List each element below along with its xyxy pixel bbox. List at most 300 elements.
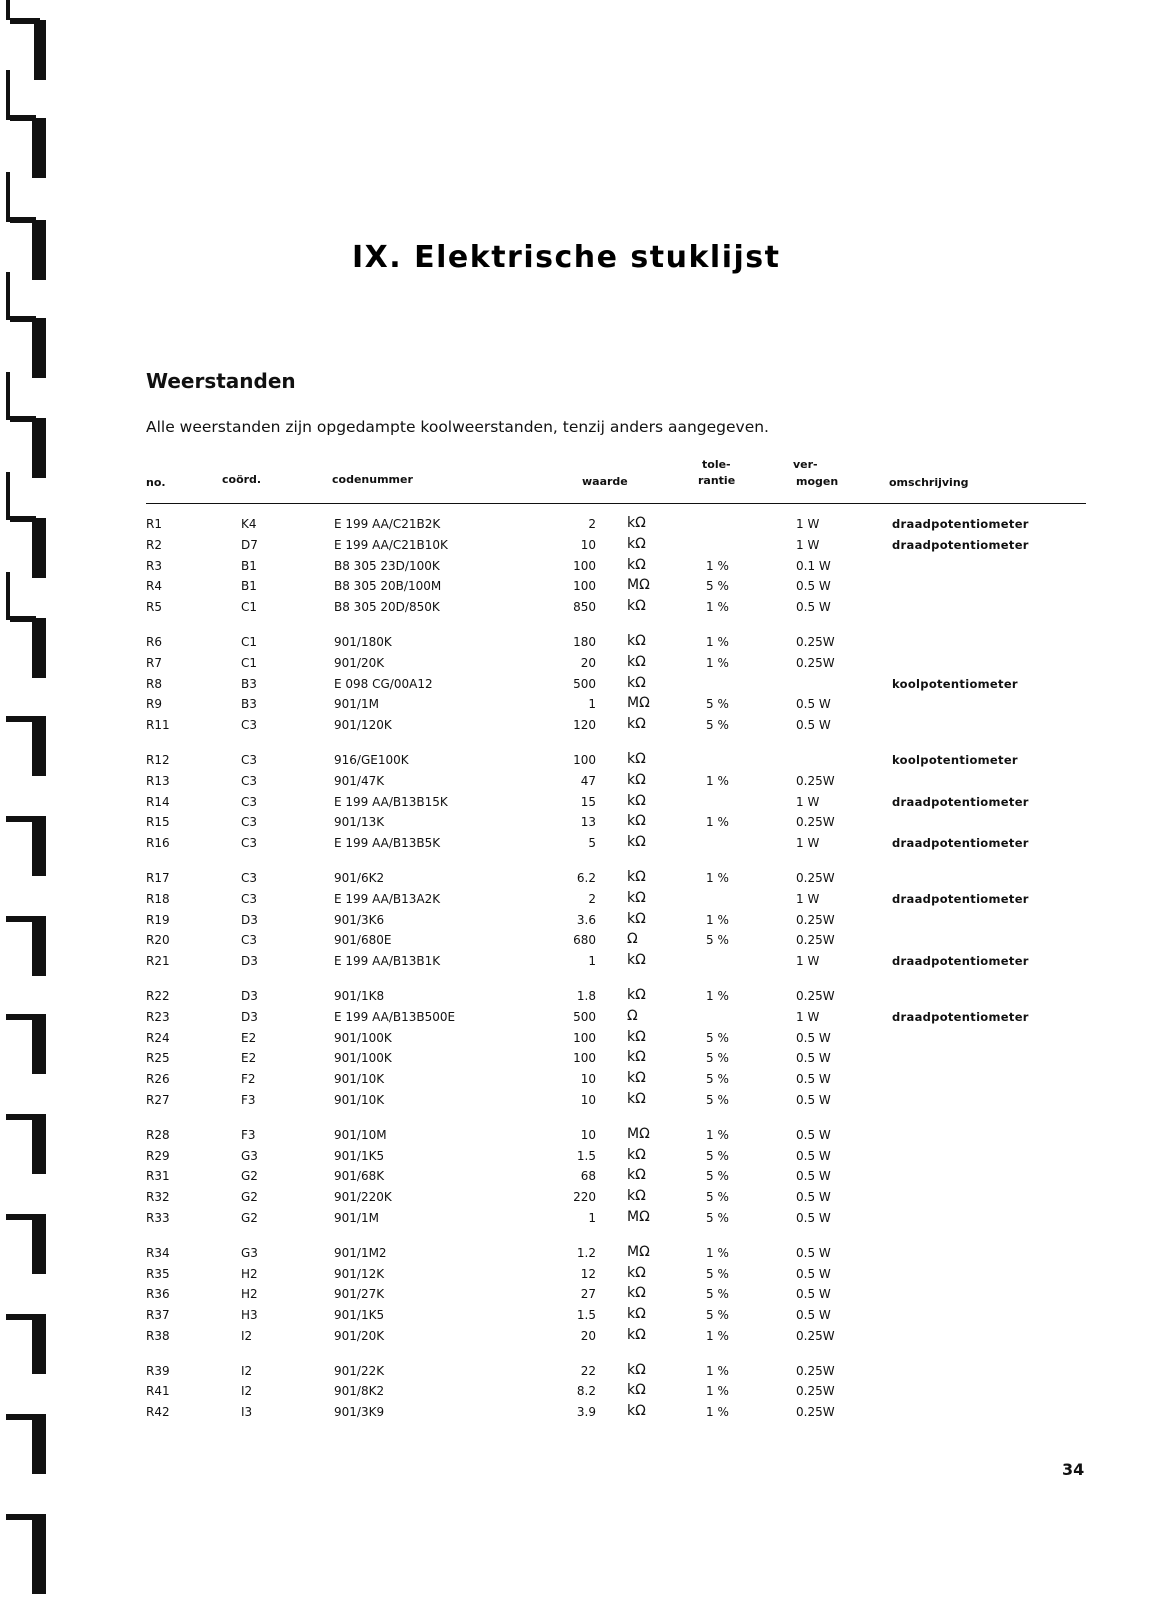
cell-value: 500 bbox=[573, 676, 596, 691]
cell-no: R5 bbox=[146, 600, 162, 615]
cell-coord: I2 bbox=[241, 1384, 253, 1399]
cell-value: 10 bbox=[580, 537, 596, 552]
cell-unit: kΩ bbox=[627, 1188, 646, 1205]
cell-unit: kΩ bbox=[627, 674, 646, 691]
header-no: no. bbox=[146, 476, 166, 489]
cell-unit: kΩ bbox=[627, 771, 646, 788]
cell-code: 901/1K5 bbox=[334, 1148, 385, 1163]
cell-coord: C3 bbox=[241, 752, 258, 767]
cell-coord: C3 bbox=[241, 891, 258, 906]
cell-value: 15 bbox=[580, 794, 596, 809]
cell-no: R8 bbox=[146, 676, 162, 691]
cell-tolerance: 5 % bbox=[706, 1210, 729, 1225]
cell-code: 901/1K5 bbox=[334, 1308, 385, 1323]
cell-coord: C3 bbox=[241, 933, 258, 948]
cell-no: R37 bbox=[146, 1308, 170, 1323]
cell-code: B8 305 20D/850K bbox=[334, 600, 440, 615]
cell-unit: kΩ bbox=[627, 1049, 646, 1066]
cell-coord: C1 bbox=[241, 600, 258, 615]
cell-code: 901/10M bbox=[334, 1127, 387, 1142]
cell-tolerance: 1 % bbox=[706, 1245, 729, 1260]
header-tol-1: tole- bbox=[702, 458, 731, 471]
cell-unit: kΩ bbox=[627, 1028, 646, 1045]
cell-no: R15 bbox=[146, 815, 170, 830]
cell-power: 0.5 W bbox=[796, 718, 831, 733]
cell-power: 0.25W bbox=[796, 634, 835, 649]
cell-value: 2 bbox=[588, 891, 596, 906]
cell-tolerance: 5 % bbox=[706, 1190, 729, 1205]
cell-power: 1 W bbox=[796, 836, 820, 851]
table-row bbox=[0, 1030, 1172, 1051]
cell-tolerance: 1 % bbox=[706, 655, 729, 670]
table-row bbox=[0, 1286, 1172, 1307]
cell-coord: D3 bbox=[241, 988, 258, 1003]
cell-value: 10 bbox=[580, 1072, 596, 1087]
table-row bbox=[0, 578, 1172, 599]
cell-value: 20 bbox=[580, 655, 596, 670]
cell-power: 0.5 W bbox=[796, 1072, 831, 1087]
cell-tolerance: 1 % bbox=[706, 773, 729, 788]
cell-coord: B1 bbox=[241, 558, 257, 573]
cell-unit: kΩ bbox=[627, 986, 646, 1003]
cell-power: 1 W bbox=[796, 537, 820, 552]
cell-code: 901/27K bbox=[334, 1287, 385, 1302]
cell-coord: F3 bbox=[241, 1127, 256, 1142]
cell-unit: Ω bbox=[627, 1007, 638, 1024]
table-row bbox=[0, 814, 1172, 835]
cell-code: 901/3K9 bbox=[334, 1405, 385, 1420]
cell-power: 0.1 W bbox=[796, 558, 831, 573]
cell-coord: C3 bbox=[241, 815, 258, 830]
cell-unit: kΩ bbox=[627, 750, 646, 767]
cell-coord: I3 bbox=[241, 1405, 253, 1420]
cell-tolerance: 1 % bbox=[706, 815, 729, 830]
table-row bbox=[0, 1363, 1172, 1384]
cell-code: 901/680E bbox=[334, 933, 392, 948]
cell-coord: H2 bbox=[241, 1266, 258, 1281]
cell-coord: I2 bbox=[241, 1363, 253, 1378]
cell-no: R32 bbox=[146, 1190, 170, 1205]
header-coord: coörd. bbox=[222, 473, 262, 486]
cell-power: 0.5 W bbox=[796, 600, 831, 615]
cell-power: 0.5 W bbox=[796, 1169, 831, 1184]
cell-coord: F3 bbox=[241, 1092, 256, 1107]
cell-coord: D3 bbox=[241, 912, 258, 927]
cell-power: 0.5 W bbox=[796, 1266, 831, 1281]
table-row bbox=[0, 558, 1172, 579]
cell-unit: kΩ bbox=[627, 1306, 646, 1323]
cell-unit: kΩ bbox=[627, 1326, 646, 1343]
cell-no: R3 bbox=[146, 558, 162, 573]
cell-power: 0.25W bbox=[796, 1328, 835, 1343]
cell-coord: G3 bbox=[241, 1148, 258, 1163]
cell-tolerance: 5 % bbox=[706, 718, 729, 733]
cell-unit: MΩ bbox=[627, 1208, 650, 1225]
cell-value: 3.6 bbox=[576, 912, 596, 927]
cell-code: 901/220K bbox=[334, 1190, 392, 1205]
cell-coord: H3 bbox=[241, 1308, 258, 1323]
header-value: waarde bbox=[582, 475, 628, 488]
cell-code: 901/120K bbox=[334, 718, 392, 733]
cell-code: 901/100K bbox=[334, 1051, 392, 1066]
cell-coord: B1 bbox=[241, 579, 257, 594]
cell-no: R25 bbox=[146, 1051, 170, 1066]
cell-no: R35 bbox=[146, 1266, 170, 1281]
cell-power: 0.5 W bbox=[796, 1148, 831, 1163]
page-title: IX. Elektrische stuklijst bbox=[352, 240, 781, 275]
cell-no: R39 bbox=[146, 1363, 170, 1378]
cell-coord: B3 bbox=[241, 697, 257, 712]
cell-unit: kΩ bbox=[627, 1285, 646, 1302]
table-row bbox=[0, 1050, 1172, 1071]
cell-power: 1 W bbox=[796, 517, 820, 531]
cell-code: 901/180K bbox=[334, 634, 392, 649]
cell-code: E 199 AA/B13B15K bbox=[334, 794, 448, 809]
cell-unit: kΩ bbox=[627, 716, 646, 733]
cell-coord: G3 bbox=[241, 1245, 258, 1260]
cell-code: E 199 AA/B13A2K bbox=[334, 891, 441, 906]
cell-value: 100 bbox=[573, 558, 596, 573]
cell-value: 1.2 bbox=[576, 1245, 596, 1260]
cell-coord: F2 bbox=[241, 1072, 256, 1087]
table-row bbox=[0, 676, 1172, 697]
cell-coord: C3 bbox=[241, 836, 258, 851]
cell-no: R17 bbox=[146, 870, 170, 885]
cell-power: 0.5 W bbox=[796, 1051, 831, 1066]
table-row bbox=[0, 912, 1172, 933]
header-pow-2: mogen bbox=[796, 475, 839, 488]
cell-no: R21 bbox=[146, 954, 170, 969]
cell-no: R29 bbox=[146, 1148, 170, 1163]
cell-code: E 199 AA/C21B2K bbox=[334, 517, 441, 531]
cell-code: 901/3K6 bbox=[334, 912, 385, 927]
table-row bbox=[0, 537, 1172, 558]
cell-tolerance: 5 % bbox=[706, 579, 729, 594]
table-row bbox=[0, 835, 1172, 856]
cell-coord: D7 bbox=[241, 537, 258, 552]
cell-unit: kΩ bbox=[627, 598, 646, 615]
cell-tolerance: 5 % bbox=[706, 1051, 729, 1066]
cell-tolerance: 1 % bbox=[706, 1363, 729, 1378]
cell-power: 0.5 W bbox=[796, 1308, 831, 1323]
cell-no: R22 bbox=[146, 988, 170, 1003]
cell-description: draadpotentiometer bbox=[892, 794, 1029, 809]
cell-value: 100 bbox=[573, 579, 596, 594]
table-row bbox=[0, 1245, 1172, 1266]
cell-power: 0.25W bbox=[796, 1384, 835, 1399]
cell-unit: kΩ bbox=[627, 1070, 646, 1087]
cell-tolerance: 1 % bbox=[706, 1328, 729, 1343]
cell-no: R13 bbox=[146, 773, 170, 788]
cell-tolerance: 1 % bbox=[706, 558, 729, 573]
table-header bbox=[0, 458, 1172, 494]
cell-power: 0.5 W bbox=[796, 697, 831, 712]
cell-code: 901/68K bbox=[334, 1169, 385, 1184]
cell-unit: MΩ bbox=[627, 1125, 650, 1142]
cell-unit: MΩ bbox=[627, 577, 650, 594]
table-row bbox=[0, 1092, 1172, 1113]
table-row bbox=[0, 1404, 1172, 1425]
table-row bbox=[0, 1266, 1172, 1287]
cell-coord: G2 bbox=[241, 1190, 258, 1205]
cell-tolerance: 5 % bbox=[706, 697, 729, 712]
cell-power: 0.5 W bbox=[796, 579, 831, 594]
table-row bbox=[0, 1189, 1172, 1210]
cell-no: R38 bbox=[146, 1328, 170, 1343]
cell-tolerance: 1 % bbox=[706, 634, 729, 649]
cell-value: 27 bbox=[580, 1287, 596, 1302]
cell-tolerance: 5 % bbox=[706, 1287, 729, 1302]
cell-coord: E2 bbox=[241, 1051, 257, 1066]
table-row bbox=[0, 696, 1172, 717]
cell-tolerance: 1 % bbox=[706, 870, 729, 885]
cell-coord: C3 bbox=[241, 794, 258, 809]
cell-code: 916/GE100K bbox=[334, 752, 409, 767]
cell-no: R9 bbox=[146, 697, 162, 712]
cell-code: E 199 AA/B13B500E bbox=[334, 1009, 456, 1024]
cell-code: B8 305 20B/100M bbox=[334, 579, 442, 594]
cell-coord: D3 bbox=[241, 1009, 258, 1024]
cell-coord: K4 bbox=[241, 517, 257, 531]
table-row bbox=[0, 891, 1172, 912]
cell-no: R27 bbox=[146, 1092, 170, 1107]
cell-tolerance: 5 % bbox=[706, 1308, 729, 1323]
cell-unit: kΩ bbox=[627, 1403, 646, 1420]
cell-no: R4 bbox=[146, 579, 162, 594]
cell-tolerance: 5 % bbox=[706, 1030, 729, 1045]
cell-description: koolpotentiometer bbox=[892, 676, 1018, 691]
cell-no: R23 bbox=[146, 1009, 170, 1024]
cell-tolerance: 5 % bbox=[706, 1092, 729, 1107]
header-rule bbox=[146, 503, 1086, 504]
cell-value: 1 bbox=[588, 1210, 596, 1225]
cell-code: 901/47K bbox=[334, 773, 385, 788]
cell-unit: kΩ bbox=[627, 792, 646, 809]
cell-tolerance: 5 % bbox=[706, 1072, 729, 1087]
cell-unit: kΩ bbox=[627, 1146, 646, 1163]
cell-tolerance: 5 % bbox=[706, 1148, 729, 1163]
cell-coord: G2 bbox=[241, 1210, 258, 1225]
cell-power: 0.25W bbox=[796, 870, 835, 885]
cell-tolerance: 5 % bbox=[706, 933, 729, 948]
cell-power: 0.25W bbox=[796, 655, 835, 670]
page-number: 34 bbox=[1062, 1460, 1085, 1479]
cell-no: R34 bbox=[146, 1245, 170, 1260]
table-row bbox=[0, 988, 1172, 1009]
cell-coord: E2 bbox=[241, 1030, 257, 1045]
cell-coord: G2 bbox=[241, 1169, 258, 1184]
cell-value: 22 bbox=[580, 1363, 596, 1378]
cell-code: 901/6K2 bbox=[334, 870, 385, 885]
cell-no: R42 bbox=[146, 1405, 170, 1420]
cell-no: R31 bbox=[146, 1169, 170, 1184]
cell-no: R18 bbox=[146, 891, 170, 906]
cell-description: draadpotentiometer bbox=[892, 517, 1029, 531]
cell-power: 0.5 W bbox=[796, 1245, 831, 1260]
cell-unit: kΩ bbox=[627, 515, 646, 531]
cell-value: 8.2 bbox=[576, 1384, 596, 1399]
header-desc: omschrijving bbox=[889, 476, 969, 489]
cell-unit: kΩ bbox=[627, 1090, 646, 1107]
cell-description: draadpotentiometer bbox=[892, 537, 1029, 552]
cell-no: R2 bbox=[146, 537, 162, 552]
cell-code: 901/1M bbox=[334, 697, 379, 712]
cell-value: 120 bbox=[573, 718, 596, 733]
cell-power: 0.25W bbox=[796, 773, 835, 788]
cell-power: 0.25W bbox=[796, 1363, 835, 1378]
cell-unit: kΩ bbox=[627, 889, 646, 906]
table-row bbox=[0, 634, 1172, 655]
cell-no: R1 bbox=[146, 517, 162, 531]
cell-code: 901/8K2 bbox=[334, 1384, 385, 1399]
cell-unit: kΩ bbox=[627, 653, 646, 670]
cell-unit: MΩ bbox=[627, 695, 650, 712]
cell-unit: kΩ bbox=[627, 1167, 646, 1184]
cell-value: 13 bbox=[580, 815, 596, 830]
cell-tolerance: 5 % bbox=[706, 1169, 729, 1184]
section-title: Weerstanden bbox=[146, 369, 296, 393]
cell-value: 10 bbox=[580, 1092, 596, 1107]
cell-coord: H2 bbox=[241, 1287, 258, 1302]
cell-unit: MΩ bbox=[627, 1243, 650, 1260]
cell-code: 901/20K bbox=[334, 655, 385, 670]
cell-no: R6 bbox=[146, 634, 162, 649]
cell-unit: kΩ bbox=[627, 632, 646, 649]
cell-power: 0.25W bbox=[796, 1405, 835, 1420]
table-row bbox=[0, 752, 1172, 773]
cell-power: 0.5 W bbox=[796, 1190, 831, 1205]
cell-code: 901/100K bbox=[334, 1030, 392, 1045]
cell-no: R7 bbox=[146, 655, 162, 670]
cell-code: E 098 CG/00A12 bbox=[334, 676, 433, 691]
cell-tolerance: 1 % bbox=[706, 1405, 729, 1420]
cell-value: 1 bbox=[588, 954, 596, 969]
cell-coord: D3 bbox=[241, 954, 258, 969]
cell-power: 1 W bbox=[796, 1009, 820, 1024]
table-row bbox=[0, 773, 1172, 794]
cell-value: 20 bbox=[580, 1328, 596, 1343]
cell-value: 6.2 bbox=[576, 870, 596, 885]
table-row bbox=[0, 516, 1172, 537]
cell-no: R24 bbox=[146, 1030, 170, 1045]
cell-unit: Ω bbox=[627, 931, 638, 948]
cell-tolerance: 1 % bbox=[706, 988, 729, 1003]
cell-value: 1.8 bbox=[576, 988, 596, 1003]
cell-no: R20 bbox=[146, 933, 170, 948]
cell-code: B8 305 23D/100K bbox=[334, 558, 440, 573]
table-row bbox=[0, 1168, 1172, 1189]
cell-tolerance: 1 % bbox=[706, 1127, 729, 1142]
cell-code: E 199 AA/B13B1K bbox=[334, 954, 441, 969]
cell-power: 1 W bbox=[796, 954, 820, 969]
cell-tolerance: 1 % bbox=[706, 1384, 729, 1399]
cell-code: 901/20K bbox=[334, 1328, 385, 1343]
cell-power: 0.25W bbox=[796, 912, 835, 927]
cell-value: 10 bbox=[580, 1127, 596, 1142]
cell-value: 500 bbox=[573, 1009, 596, 1024]
cell-power: 0.5 W bbox=[796, 1092, 831, 1107]
table-row bbox=[0, 953, 1172, 974]
cell-no: R41 bbox=[146, 1384, 170, 1399]
header-tol-2: rantie bbox=[698, 474, 736, 487]
cell-unit: kΩ bbox=[627, 535, 646, 552]
cell-coord: C3 bbox=[241, 870, 258, 885]
cell-coord: C3 bbox=[241, 718, 258, 733]
cell-description: draadpotentiometer bbox=[892, 1009, 1029, 1024]
cell-no: R28 bbox=[146, 1127, 170, 1142]
table-row bbox=[0, 1383, 1172, 1404]
table-row bbox=[0, 1009, 1172, 1030]
table-row bbox=[0, 1210, 1172, 1231]
table-row bbox=[0, 655, 1172, 676]
cell-value: 3.9 bbox=[576, 1405, 596, 1420]
cell-code: 901/1M2 bbox=[334, 1245, 387, 1260]
cell-description: draadpotentiometer bbox=[892, 891, 1029, 906]
cell-code: 901/10K bbox=[334, 1092, 385, 1107]
table-row bbox=[0, 1328, 1172, 1349]
cell-description: draadpotentiometer bbox=[892, 836, 1029, 851]
cell-value: 850 bbox=[573, 600, 596, 615]
table-row bbox=[0, 717, 1172, 738]
parts-table bbox=[0, 516, 1172, 1425]
cell-tolerance: 1 % bbox=[706, 912, 729, 927]
cell-power: 0.5 W bbox=[796, 1127, 831, 1142]
cell-no: R12 bbox=[146, 752, 170, 767]
cell-code: 901/10K bbox=[334, 1072, 385, 1087]
cell-value: 12 bbox=[580, 1266, 596, 1281]
cell-unit: kΩ bbox=[627, 834, 646, 851]
table-row bbox=[0, 1307, 1172, 1328]
header-pow-1: ver- bbox=[793, 458, 818, 471]
cell-unit: kΩ bbox=[627, 952, 646, 969]
cell-description: koolpotentiometer bbox=[892, 752, 1018, 767]
cell-no: R14 bbox=[146, 794, 170, 809]
cell-description: draadpotentiometer bbox=[892, 954, 1029, 969]
cell-unit: kΩ bbox=[627, 1264, 646, 1281]
cell-no: R16 bbox=[146, 836, 170, 851]
cell-value: 100 bbox=[573, 752, 596, 767]
table-row bbox=[0, 1148, 1172, 1169]
cell-value: 68 bbox=[580, 1169, 596, 1184]
cell-code: 901/22K bbox=[334, 1363, 385, 1378]
cell-unit: kΩ bbox=[627, 813, 646, 830]
cell-coord: C1 bbox=[241, 634, 258, 649]
cell-code: 901/1M bbox=[334, 1210, 379, 1225]
cell-tolerance: 1 % bbox=[706, 600, 729, 615]
cell-code: 901/1K8 bbox=[334, 988, 385, 1003]
cell-code: 901/13K bbox=[334, 815, 385, 830]
cell-code: E 199 AA/B13B5K bbox=[334, 836, 441, 851]
cell-unit: kΩ bbox=[627, 910, 646, 927]
cell-value: 100 bbox=[573, 1030, 596, 1045]
cell-value: 1 bbox=[588, 697, 596, 712]
cell-value: 680 bbox=[573, 933, 596, 948]
header-code: codenummer bbox=[332, 473, 413, 486]
table-row bbox=[0, 870, 1172, 891]
cell-value: 180 bbox=[573, 634, 596, 649]
cell-power: 0.25W bbox=[796, 988, 835, 1003]
cell-value: 47 bbox=[580, 773, 596, 788]
cell-unit: kΩ bbox=[627, 556, 646, 573]
cell-coord: C3 bbox=[241, 773, 258, 788]
intro-text: Alle weerstanden zijn opgedampte koolweerstanden, tenzij anders aangegeven. bbox=[146, 418, 769, 436]
cell-value: 1.5 bbox=[576, 1308, 596, 1323]
cell-no: R11 bbox=[146, 718, 170, 733]
cell-no: R26 bbox=[146, 1072, 170, 1087]
cell-power: 0.5 W bbox=[796, 1287, 831, 1302]
cell-value: 220 bbox=[573, 1190, 596, 1205]
cell-value: 5 bbox=[588, 836, 596, 851]
